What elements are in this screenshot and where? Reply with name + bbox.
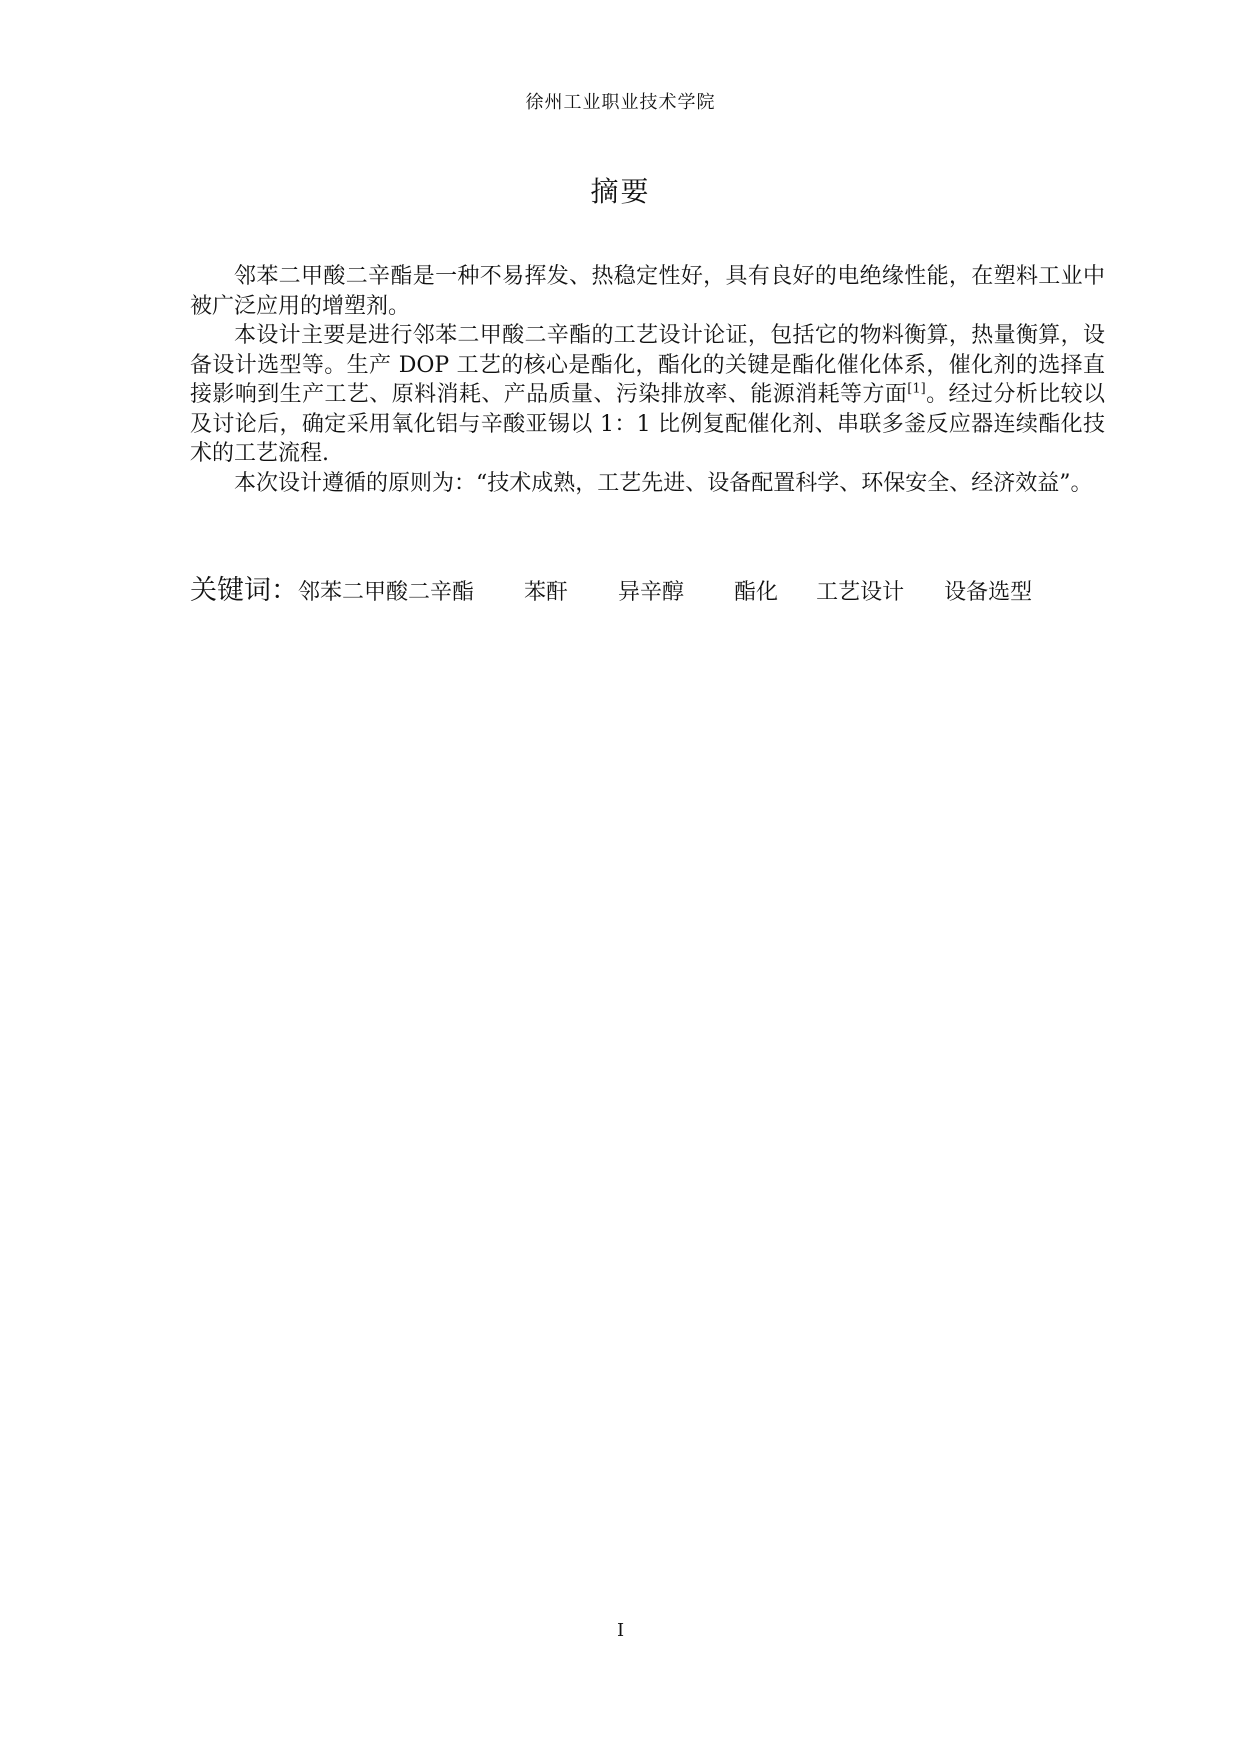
keyword-item: 苯酐: [524, 580, 569, 605]
page-number: I: [616, 1620, 625, 1641]
abstract-paragraph-1: 邻苯二甲酸二辛酯是一种不易挥发、热稳定性好，具有良好的电绝缘性能，在塑料工业中被广泛应用的增塑剂。: [190, 264, 1105, 319]
keyword-item: 异辛醇: [618, 580, 685, 605]
abstract-paragraph-2: [190, 321, 1105, 469]
keyword-item: 工艺设计: [816, 580, 905, 605]
keyword-item: 设备选型: [944, 580, 1033, 605]
abstract-paragraph-2-text-a: 本设计主要是进行邻苯二甲酸二辛酯的工艺设计论证，包括它的物料衡算，热量衡算，设备设计选型等。生产 DOP 工艺的核心是酯化，酯化的关键是酯化催化体系，催化剂的选择直接影响到生产工艺、原料消耗、产品质量、污染排放率、能源消耗等方面: [190, 323, 1105, 407]
keywords-label: 关键词：: [190, 575, 298, 606]
abstract-paragraph-2-text-b: 。经过分析比较以及讨论后，确定采用氧化铝与辛酸亚锡以 1：1 比例复配催化剂、串联多釜反应器连续酯化技术的工艺流程.: [190, 382, 1105, 466]
running-header: 徐州工业职业技术学院: [525, 92, 716, 113]
abstract-paragraph-3: 本次设计遵循的原则为：“技术成熟，工艺先进、设备配置科学、环保安全、经济效益”。: [234, 470, 1093, 496]
citation-marker: [1]: [907, 381, 926, 397]
abstract-body: [190, 262, 1105, 498]
keywords-line: [190, 568, 1120, 607]
keyword-item: 酯化: [734, 580, 779, 605]
section-title: 摘要: [590, 175, 651, 208]
keyword-item: 邻苯二甲酸二辛酯: [298, 580, 475, 605]
